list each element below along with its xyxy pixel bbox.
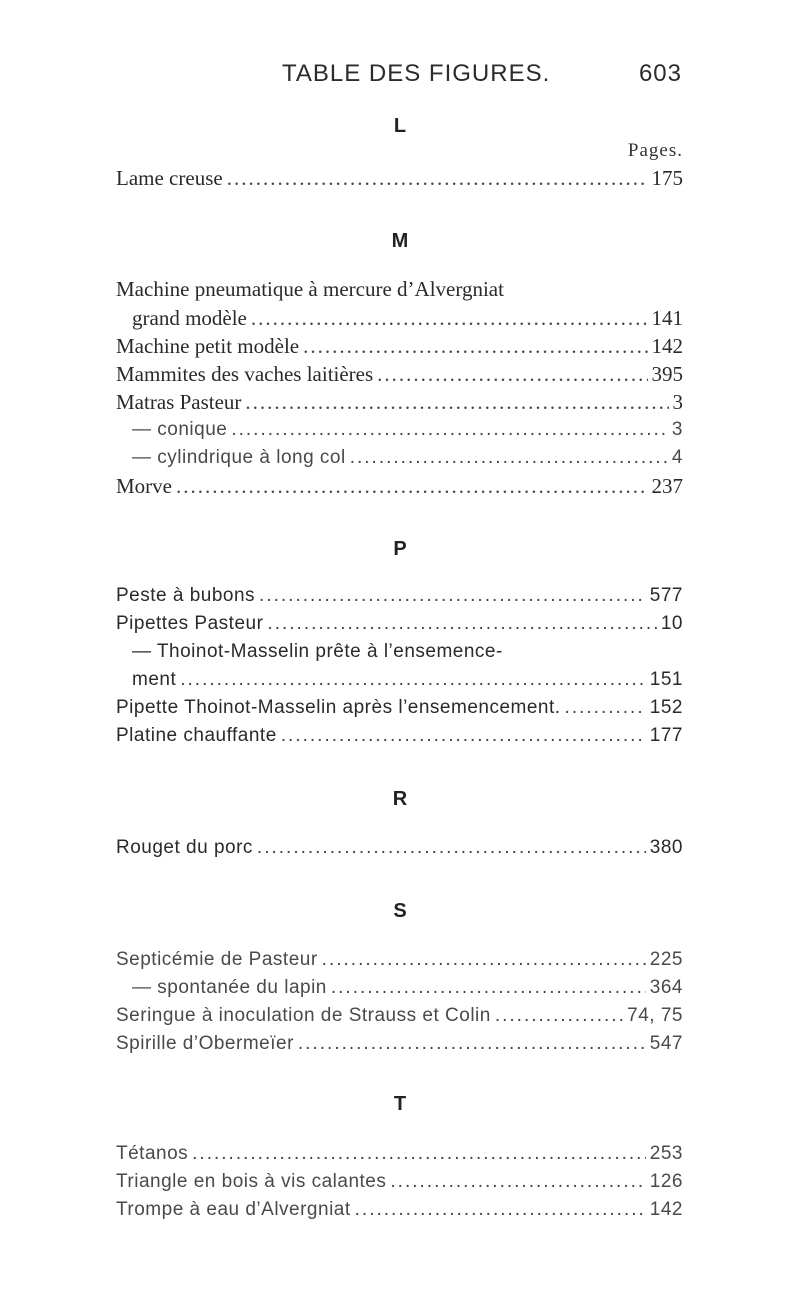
page-header-title: TABLE DES FIGURES.: [282, 60, 551, 87]
index-entry: Pipette Thoinot-Masselin après l’ensemencement. ..... 152: [116, 694, 683, 722]
section-letter-p: P: [393, 538, 407, 560]
running-header: [282, 60, 682, 92]
index-entry: Peste à bubons ..... 577: [116, 582, 683, 610]
index-entry: — spontanée du lapin ..... 364: [116, 974, 683, 1002]
index-entry: Spirille d’Obermeïer ..... 547: [116, 1030, 683, 1058]
index-entry: — cylindrique à long col ..... 4: [116, 444, 683, 472]
index-entry: Seringue à inoculation de Strauss et Colin ..... 74, 75: [116, 1002, 683, 1030]
index-entry: Triangle en bois à vis calantes ..... 126: [116, 1168, 683, 1196]
section-letter-t: T: [393, 1093, 407, 1115]
index-entry: Septicémie de Pasteur ..... 225: [116, 946, 683, 974]
section-letter-m: M: [391, 230, 409, 252]
index-entry: Machine petit modèle ..... 142: [116, 332, 683, 360]
page-number: 603: [638, 60, 682, 87]
index-entry: Tétanos ..... 253: [116, 1140, 683, 1168]
index-entry: Trompe à eau d’Alvergniat ..... 142: [116, 1196, 683, 1224]
pages-column-header: Pages.: [627, 140, 683, 161]
index-entry: grand modèle ..... 141: [116, 304, 683, 332]
index-entry: Platine chauffante ..... 177: [116, 722, 683, 750]
index-entry: Matras Pasteur ..... 3: [116, 388, 683, 416]
index-entry: Rouget du porc ..... 380: [116, 834, 683, 862]
section-letter-l: L: [393, 115, 407, 137]
index-entry: — conique ..... 3: [116, 416, 683, 444]
index-entry: ment ..... 151: [116, 666, 683, 694]
index-entry: Pipettes Pasteur ..... 10: [116, 610, 683, 638]
index-entry: Morve ..... 237: [116, 472, 683, 500]
section-letter-s: S: [393, 900, 407, 922]
index-entry: Lame creuse ..... 175: [116, 164, 683, 192]
index-entry-line: Machine pneumatique à mercure d’Alvergniat: [116, 277, 504, 301]
section-letter-r: R: [392, 788, 408, 810]
index-entry: Mammites des vaches laitières ..... 395: [116, 360, 683, 388]
index-entry-line: — Thoinot-Masselin prête à l’ensemence-: [132, 641, 503, 662]
